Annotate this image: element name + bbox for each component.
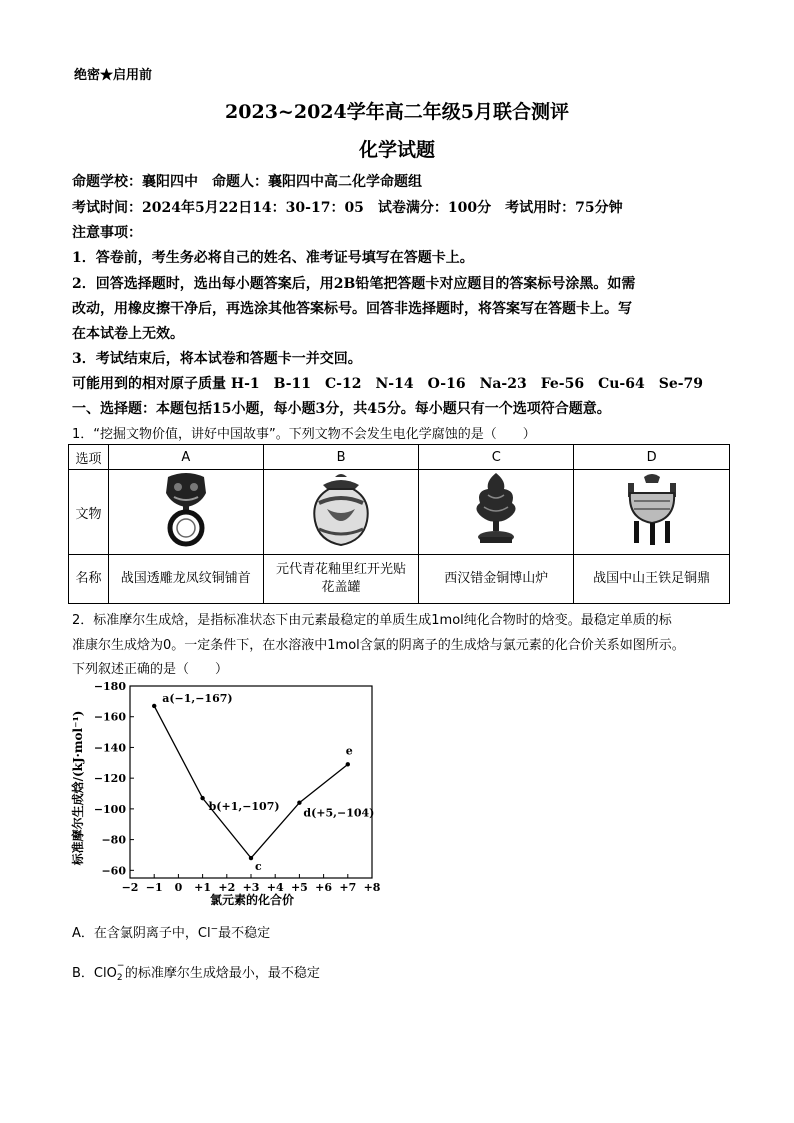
option-c-name [419,555,574,604]
option-b-name [263,555,419,604]
x-tick-label: −1 [145,881,163,894]
q2-option-a-charge: − [210,924,219,935]
data-point-label: d(+5,−104) [303,806,375,820]
data-point-label: c [255,860,262,874]
x-tick-label: +1 [194,881,212,894]
option-b-name-line1: 元代青花釉里红开光贴 [276,562,407,577]
y-tick-label: −160 [93,710,126,724]
data-point [200,796,204,800]
author-line: 命题学校：襄阳四中 命题人：襄阳四中高二化学命题组 [72,174,422,190]
option-b-name-line2: 花盖罐 [321,580,361,595]
option-d-name-text: 战国中山王铁足铜鼎 [593,571,711,586]
q2-option-b-prefix: B．ClO [72,966,117,981]
exam-title: 2023~2024学年高二年级5月联合测评 [225,101,569,123]
q2-option-b-subscript: 2 [116,973,123,983]
data-point-label: a(−1,−167) [162,691,233,705]
name-row-label: 名称 [69,555,109,604]
q2-option-b-suffix: 的标准摩尔生成焓最小，最不稳定 [124,966,320,981]
subject-title: 化学试题 [358,139,435,161]
enthalpy-chart [66,678,386,910]
data-point-label: e [345,744,353,758]
data-point [249,856,253,860]
y-tick-label: −60 [101,864,126,878]
q2-option-a [72,922,270,941]
notice-3: 3．考试结束后，将本试卷和答题卡一并交回。 [72,351,362,367]
x-tick-label: −2 [121,881,139,894]
q2-option-b-scripts [116,961,125,983]
time-line: 考试时间：2024年5月22日14：30-17：05 试卷满分：100分 考试用时：75分钟 [72,200,623,216]
x-tick-label: 0 [174,881,183,894]
bronze-tripod-image [620,471,684,549]
notice-2a: 2．回答选择题时，选出每小题答案后，用2B铅笔把答题卡对应题目的答案标号涂黑。如需 [72,276,636,292]
option-a-letter: A [108,445,263,470]
option-d-name [574,555,730,604]
relic-row-label: 文物 [69,470,109,555]
data-point [152,704,156,708]
q2-option-b [72,962,320,981]
y-tick-label: −140 [93,741,126,755]
x-tick-label: +4 [266,881,284,894]
chart-y-axis-label: 标准摩尔生成焓/(kJ·mol⁻¹) [71,710,85,866]
data-point-label: b(+1,−107) [208,800,280,814]
x-tick-label: +3 [242,881,260,894]
option-a-name-text: 战国透雕龙凤纹铜铺首 [120,571,251,586]
q2-option-b-charge: − [116,961,125,971]
option-c-name-text: 西汉错金铜博山炉 [444,571,549,586]
q2-option-a-prefix: A．在含氯阴离子中，Cl [72,926,211,941]
relics-table [68,444,730,604]
header-option-label: 选项 [69,445,109,470]
option-b-letter: B [263,445,419,470]
confidential-mark: 绝密★启用前 [74,68,153,83]
notice-2b: 改动，用橡皮擦干净后，再选涂其他答案标号。回答非选择题时，将答案写在答题卡上。写 [72,301,632,317]
y-tick-label: −80 [101,833,126,847]
q2-option-a-suffix: 最不稳定 [218,926,271,941]
x-tick-label: +6 [315,881,333,894]
relic-d-image [574,470,730,555]
q2-stem-line1: 2．标准摩尔生成焓，是指标准状态下由元素最稳定的单质生成1mol纯化合物时的焓变。最稳定单质的标 [72,613,672,628]
section-heading: 一、选择题：本题包括15小题，每小题3分，共45分。每小题只有一个选项符合题意。 [72,401,611,417]
q2-stem-line3: 下列叙述正确的是（ ） [72,662,229,677]
option-a-name [108,555,263,604]
q1-stem: 1．“挖掘文物价值，讲好中国故事”。下列文物不会发生电化学腐蚀的是（ ） [72,427,536,442]
notice-title: 注意事项： [72,225,142,241]
x-tick-label: +2 [218,881,236,894]
option-c-letter: C [419,445,574,470]
relic-c-image [419,470,574,555]
x-tick-label: +8 [363,881,381,894]
relic-b-image [263,470,419,555]
data-point [346,762,350,766]
q2-stem-line2: 准康尔生成焓为0。一定条件下，在水溶液中1mol含氯的阴离子的生成焓与氯元素的化合价关系如图所示。 [72,638,685,653]
censer-image [466,471,526,549]
data-point [297,801,301,805]
enthalpy-series-line [154,706,348,858]
chart-frame [130,686,375,878]
x-tick-label: +5 [290,881,308,894]
relic-a-image [108,470,263,555]
atomic-masses: 可能用到的相对原子质量 H-1 B-11 C-12 N-14 O-16 Na-23 Fe-56 Cu-64 Se-79 [72,376,704,392]
y-tick-label: −100 [93,802,126,816]
notice-1: 1．答卷前，考生务必将自己的姓名、准考证号填写在答题卡上。 [72,250,474,266]
x-tick-label: +7 [339,881,357,894]
chart-x-axis-label: 氯元素的化合价 [209,893,295,907]
y-tick-label: −120 [93,772,126,786]
porcelain-jar-image [309,471,373,549]
bronze-knocker-image [156,471,216,549]
y-tick-label: −180 [93,680,126,693]
option-d-letter: D [574,445,730,470]
notice-2c: 在本试卷上无效。 [72,326,184,342]
